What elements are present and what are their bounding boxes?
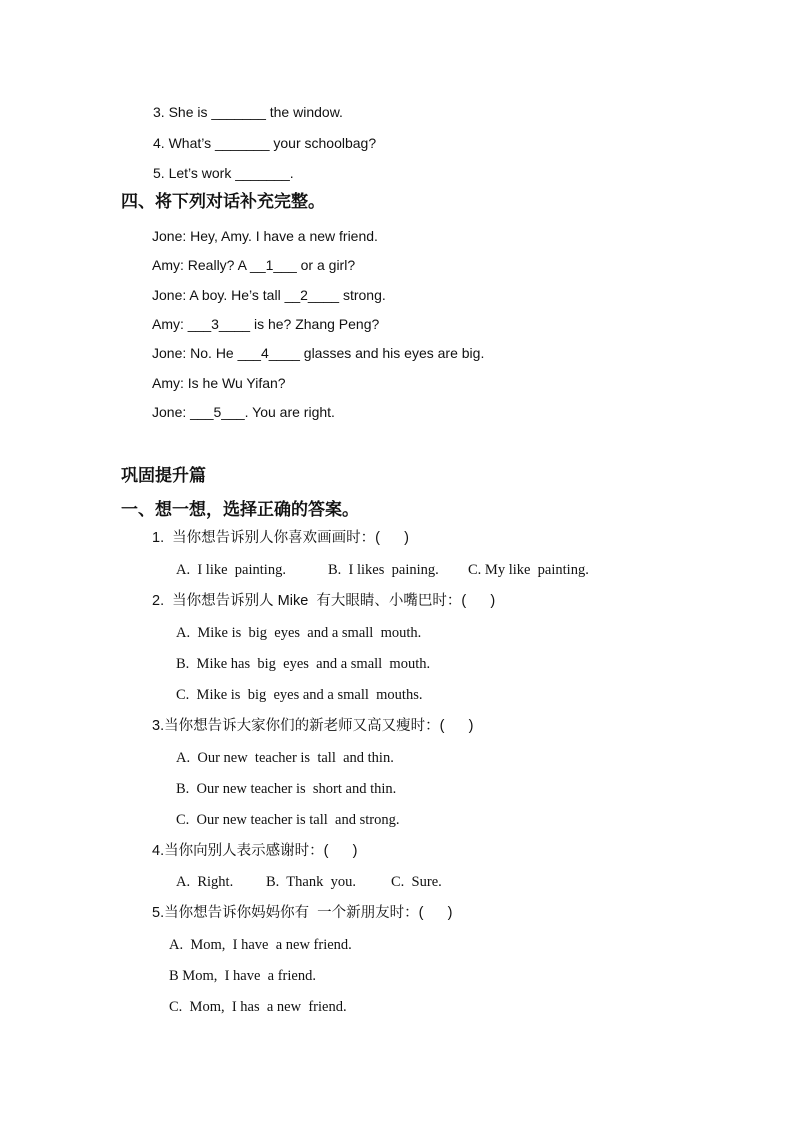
dialogue-line: Amy: Is he Wu Yifan? bbox=[152, 375, 286, 391]
fill-blank-item-3: 3. She is _______ the window. bbox=[153, 104, 343, 120]
section-1-title: 一、想一想，选择正确的答案。 bbox=[121, 500, 359, 519]
question-4-stem: 4.当你向别人表示感谢时：( ) bbox=[152, 843, 358, 859]
question-4-option-a: A. Right. bbox=[176, 874, 234, 890]
dialogue-line: Jone: No. He ___4____ glasses and his eyes are big. bbox=[152, 345, 485, 361]
question-1-option-a: A. I like painting. bbox=[176, 562, 286, 578]
question-1-option-b: B. I likes paining. bbox=[328, 562, 439, 578]
dialogue-line: Jone: A boy. He’s tall __2____ strong. bbox=[152, 287, 386, 303]
question-3-option-b: B. Our new teacher is short and thin. bbox=[176, 781, 397, 797]
question-1-stem: 1. 当你想告诉别人你喜欢画画时：( ) bbox=[152, 530, 409, 546]
question-5-option-c: C. Mom, I has a new friend. bbox=[169, 999, 347, 1015]
question-2-option-b: B. Mike has big eyes and a small mouth. bbox=[176, 656, 431, 672]
fill-blank-item-4: 4. What’s _______ your schoolbag? bbox=[153, 135, 377, 151]
consolidation-title: 巩固提升篇 bbox=[121, 466, 206, 485]
question-1-option-c: C. My like painting. bbox=[468, 562, 589, 578]
question-2-stem: 2. 当你想告诉别人 Mike 有大眼睛、小嘴巴时：( ) bbox=[152, 593, 496, 609]
question-3-option-c: C. Our new teacher is tall and strong. bbox=[176, 812, 400, 828]
question-2-option-a: A. Mike is big eyes and a small mouth. bbox=[176, 625, 422, 641]
dialogue-line: Amy: ___3____ is he? Zhang Peng? bbox=[152, 316, 380, 332]
dialogue-line: Amy: Really? A __1___ or a girl? bbox=[152, 257, 356, 273]
question-2-option-c: C. Mike is big eyes and a small mouths. bbox=[176, 687, 423, 703]
section-4-title: 四、将下列对话补充完整。 bbox=[121, 192, 325, 211]
question-4-option-c: C. Sure. bbox=[391, 874, 442, 890]
question-5-stem: 5.当你想告诉你妈妈你有 一个新朋友时：( ) bbox=[152, 905, 453, 921]
question-5-option-b: B Mom, I have a friend. bbox=[169, 968, 316, 984]
question-5-option-a: A. Mom, I have a new friend. bbox=[169, 937, 352, 953]
dialogue-line: Jone: ___5___. You are right. bbox=[152, 404, 335, 420]
dialogue-line: Jone: Hey, Amy. I have a new friend. bbox=[152, 228, 378, 244]
question-3-stem: 3.当你想告诉大家你们的新老师又高又瘦时：( ) bbox=[152, 718, 474, 734]
question-3-option-a: A. Our new teacher is tall and thin. bbox=[176, 750, 394, 766]
question-4-option-b: B. Thank you. bbox=[266, 874, 356, 890]
fill-blank-item-5: 5. Let’s work _______. bbox=[153, 165, 294, 181]
